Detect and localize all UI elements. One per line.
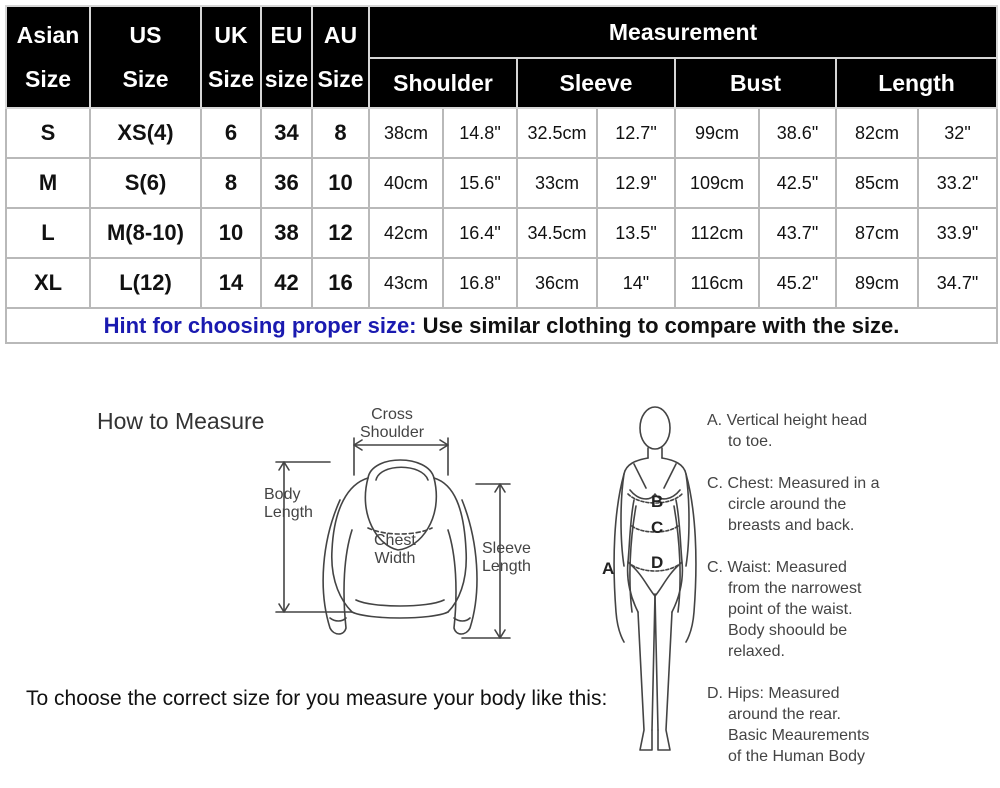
- header-bust: Bust: [675, 58, 836, 108]
- cell-shoulder-in: 16.8": [443, 258, 517, 308]
- cell-uk: 8: [201, 158, 261, 208]
- cell-length-cm: 89cm: [836, 258, 918, 308]
- legend-line: point of the waist.: [728, 601, 853, 618]
- table-row: [6, 208, 997, 258]
- legend-item: [707, 473, 997, 536]
- cell-sleeve-cm: 33cm: [517, 158, 597, 208]
- table-row: [6, 158, 997, 208]
- legend-line: D. Hips: Measured: [707, 685, 840, 702]
- header-measurement: Measurement: [369, 6, 997, 58]
- header-asian-size: Asian Size: [6, 6, 90, 108]
- cell-bust-in: 43.7": [759, 208, 836, 258]
- cell-uk: 14: [201, 258, 261, 308]
- cell-us: XS(4): [90, 108, 201, 158]
- legend-line: C. Chest: Measured in a: [707, 475, 880, 492]
- cell-bust-cm: 116cm: [675, 258, 759, 308]
- cell-sleeve-cm: 32.5cm: [517, 108, 597, 158]
- cell-sleeve-in: 12.9": [597, 158, 675, 208]
- header-uk-size: UK Size: [201, 6, 261, 108]
- size-chart-table: [5, 5, 998, 344]
- cell-sleeve-cm: 34.5cm: [517, 208, 597, 258]
- cell-au: 10: [312, 158, 369, 208]
- point-d: D: [651, 553, 664, 572]
- body-length-label: Body Length: [264, 486, 313, 521]
- legend-line: circle around the: [728, 496, 847, 513]
- legend-line: Body shoould be: [728, 622, 848, 639]
- legend-line: C. Waist: Measured: [707, 559, 847, 576]
- cell-eu: 42: [261, 258, 312, 308]
- cell-shoulder-cm: 40cm: [369, 158, 443, 208]
- cell-us: S(6): [90, 158, 201, 208]
- cell-uk: 6: [201, 108, 261, 158]
- legend-line: relaxed.: [728, 643, 785, 660]
- cell-bust-cm: 112cm: [675, 208, 759, 258]
- cell-au: 12: [312, 208, 369, 258]
- cell-au: 8: [312, 108, 369, 158]
- measure-guide: [0, 350, 1000, 780]
- cross-shoulder-label: Cross Shoulder: [360, 406, 425, 441]
- header-us-size: US Size: [90, 6, 201, 108]
- cell-asian: M: [6, 158, 90, 208]
- hint-label: Hint for choosing proper size:: [103, 312, 417, 338]
- cell-bust-in: 38.6": [759, 108, 836, 158]
- cell-us: M(8-10): [90, 208, 201, 258]
- legend-item: [707, 557, 997, 662]
- cell-eu: 38: [261, 208, 312, 258]
- point-c: C: [651, 518, 664, 537]
- cell-shoulder-in: 16.4": [443, 208, 517, 258]
- cell-length-cm: 82cm: [836, 108, 918, 158]
- cell-au: 16: [312, 258, 369, 308]
- measurement-legend: [707, 410, 997, 788]
- header-length: Length: [836, 58, 997, 108]
- header-shoulder: Shoulder: [369, 58, 517, 108]
- cell-length-in: 34.7": [918, 258, 997, 308]
- header-sleeve: Sleeve: [517, 58, 675, 108]
- table-row: [6, 108, 997, 158]
- cell-shoulder-in: 14.8": [443, 108, 517, 158]
- point-b: B: [651, 492, 664, 511]
- how-to-measure-title: How to Measure: [97, 408, 265, 434]
- cell-sleeve-in: 14": [597, 258, 675, 308]
- legend-line: Basic Meaurements: [728, 727, 870, 744]
- body-figure: [614, 407, 696, 750]
- table-row: [6, 258, 997, 308]
- cell-asian: XL: [6, 258, 90, 308]
- cell-bust-in: 42.5": [759, 158, 836, 208]
- header-eu-size: EU size: [261, 6, 312, 108]
- instruction-text: To choose the correct size for you measure your body like this:: [26, 687, 608, 710]
- cell-length-in: 33.2": [918, 158, 997, 208]
- cell-bust-in: 45.2": [759, 258, 836, 308]
- cell-sleeve-in: 13.5": [597, 208, 675, 258]
- cell-sleeve-cm: 36cm: [517, 258, 597, 308]
- hint-cell: [6, 308, 997, 343]
- legend-line: around the rear.: [728, 706, 841, 723]
- legend-line: of the Human Body: [728, 748, 865, 765]
- cell-shoulder-in: 15.6": [443, 158, 517, 208]
- cell-eu: 34: [261, 108, 312, 158]
- hint-row: [6, 308, 997, 343]
- legend-line: breasts and back.: [728, 517, 855, 534]
- cell-shoulder-cm: 38cm: [369, 108, 443, 158]
- cell-sleeve-in: 12.7": [597, 108, 675, 158]
- header-au-size: AU Size: [312, 6, 369, 108]
- cell-length-cm: 85cm: [836, 158, 918, 208]
- chest-width-label: Chest Width: [374, 532, 416, 567]
- cell-asian: S: [6, 108, 90, 158]
- legend-line: to toe.: [728, 433, 773, 450]
- sleeve-length-label: Sleeve Length: [482, 540, 531, 575]
- legend-item: [707, 683, 997, 767]
- cell-length-in: 32": [918, 108, 997, 158]
- legend-item: [707, 410, 997, 452]
- legend-line: A. Vertical height head: [707, 412, 868, 429]
- cell-length-in: 33.9": [918, 208, 997, 258]
- cell-shoulder-cm: 42cm: [369, 208, 443, 258]
- cell-bust-cm: 99cm: [675, 108, 759, 158]
- cell-length-cm: 87cm: [836, 208, 918, 258]
- point-a: A: [602, 559, 615, 578]
- cell-eu: 36: [261, 158, 312, 208]
- cell-shoulder-cm: 43cm: [369, 258, 443, 308]
- cell-us: L(12): [90, 258, 201, 308]
- cell-bust-cm: 109cm: [675, 158, 759, 208]
- legend-line: from the narrowest: [728, 580, 862, 597]
- hint-text: Use similar clothing to compare with the size.: [416, 312, 900, 338]
- cell-asian: L: [6, 208, 90, 258]
- cell-uk: 10: [201, 208, 261, 258]
